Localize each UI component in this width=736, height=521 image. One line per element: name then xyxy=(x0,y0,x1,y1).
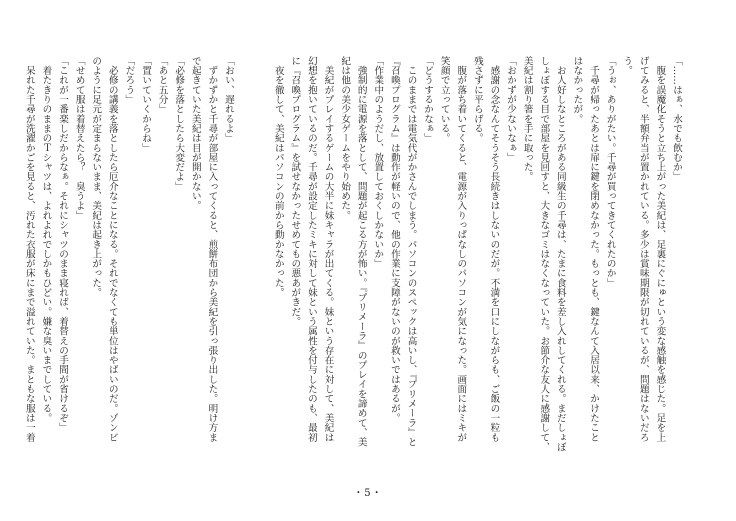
text-line: げてみると、半額弁当が置かれている。多少は賞味期限が切れているが、問題はないだろ xyxy=(637,56,649,442)
text-line: 強制的に電源を落として、問題が起こる方が怖い。『プリメーラ』のプレイを諦めて、美 xyxy=(355,56,367,447)
text-line: 「おかずが少ないなぁ」 xyxy=(505,56,517,163)
text-line xyxy=(236,56,253,461)
text-line: 「あと五分」 xyxy=(156,56,168,114)
text-line: このままでは電気代がかさんでしまう。パソコンのスペックは高いし、『プリメーラ』と xyxy=(405,56,417,447)
text-line: 笑顔で立っている。 xyxy=(438,56,450,143)
text-line: で起きていた美紀は目が開かない。 xyxy=(189,56,201,211)
text-line: 腹を誤魔化そうと立ち上がった美紀は、足裏にぐにゅという変な感触を感じた。足を上 xyxy=(654,56,666,442)
text-line: 着たきりのままのＴシャツは、よれよれでしかもひどい。嫌な臭いまでしている。 xyxy=(40,56,52,423)
text-line: 美紀は割り箸を手に取った。 xyxy=(521,56,533,182)
text-line: に『召喚プログラム』を試せなかったせめてもの悪あがきだ。 xyxy=(289,56,301,327)
text-line: 「おい、遅れるよ」 xyxy=(222,56,234,143)
body-text xyxy=(23,56,684,461)
text-line: ずかずかと千尋が部屋に入ってくると、煎餅布団から美紀を引っ張り出した。明け方ま xyxy=(206,56,218,442)
text-line: 感謝の念なんてそうそう長続きはしないのだが。不満を口にしながらも、ご飯の一粒も xyxy=(488,56,500,442)
text-line: 紀は他の美少女ゲームをやり始めた。 xyxy=(339,56,351,221)
text-line: 『召喚プログラム』は動作が軽いので、他の作業に支障がないのが救いではあるが。 xyxy=(388,56,400,423)
text-line: 残さずに平らげる。 xyxy=(471,56,483,143)
text-line: 「これが一番楽しだからなぁ。それにシャツのまま寝れば、着替えの手間が省けるぞ」 xyxy=(57,56,69,433)
text-line: 千尋が帰ったあとは扉に鍵を閉めなかった。もっとも、鍵なんて入居以来、かけたこと xyxy=(588,56,600,442)
text-line: のように足元が定まらないまま、美紀は起き上がった。 xyxy=(90,56,102,298)
text-line: 腹が落ち着いてくると、電源が入りっぱなしのパソコンが気になった。画面にはミキが xyxy=(455,56,467,442)
text-line: しょぼする目で部屋を見回すと、大きなゴミはなくなっていた。お節介な友人に感謝して、 xyxy=(538,56,550,452)
text-line: 「置いていくからね」 xyxy=(140,56,151,153)
text-line: 美紀がプレイするゲームの大半に妹キャラが出てくる。妹という存在に対して、美紀は xyxy=(322,56,334,442)
text-line: 呆れた千尋が洗濯かごを見ると、汚れた衣服が床にまで溢れていた。まともな服は一着 xyxy=(23,56,35,442)
text-line: 「せめて服は着替えたら？ 臭うよ」 xyxy=(73,56,85,221)
text-line: 「だろう」 xyxy=(123,56,135,105)
text-line: お人好しなところがある同級生の千尋は、たまに食料を差し入れしてくれる。まだしょぼ xyxy=(554,56,566,452)
text-line: 「うぉ、ありがたい。千尋が買ってきてくれたのか」 xyxy=(604,56,616,288)
page-number: ・5・ xyxy=(353,488,383,499)
text-line: 「作業中のようだし、放置しておくしかないか」 xyxy=(372,56,384,269)
text-line xyxy=(253,56,270,461)
text-line: 夜を徹して、美紀はパソコンの前から動かなかった。 xyxy=(272,56,284,298)
text-line: 「どうするかなぁ」 xyxy=(422,56,434,143)
text-line: 必修の講義を落としたら厄介なことになる。それでなくても単位はやばいのだ。ゾンビ xyxy=(106,56,118,442)
text-line: 「必修を落としたら大変だよ」 xyxy=(173,56,185,192)
text-line: う。 xyxy=(621,56,633,76)
text-line: 「……はぁ、水でも飲むか」 xyxy=(671,56,682,182)
text-line: 幻想を抱いているのだ。千尋が設定したミキに対して妹という属性を付与したのも、最初 xyxy=(305,56,317,442)
text-line: はなかったが。 xyxy=(571,56,583,124)
